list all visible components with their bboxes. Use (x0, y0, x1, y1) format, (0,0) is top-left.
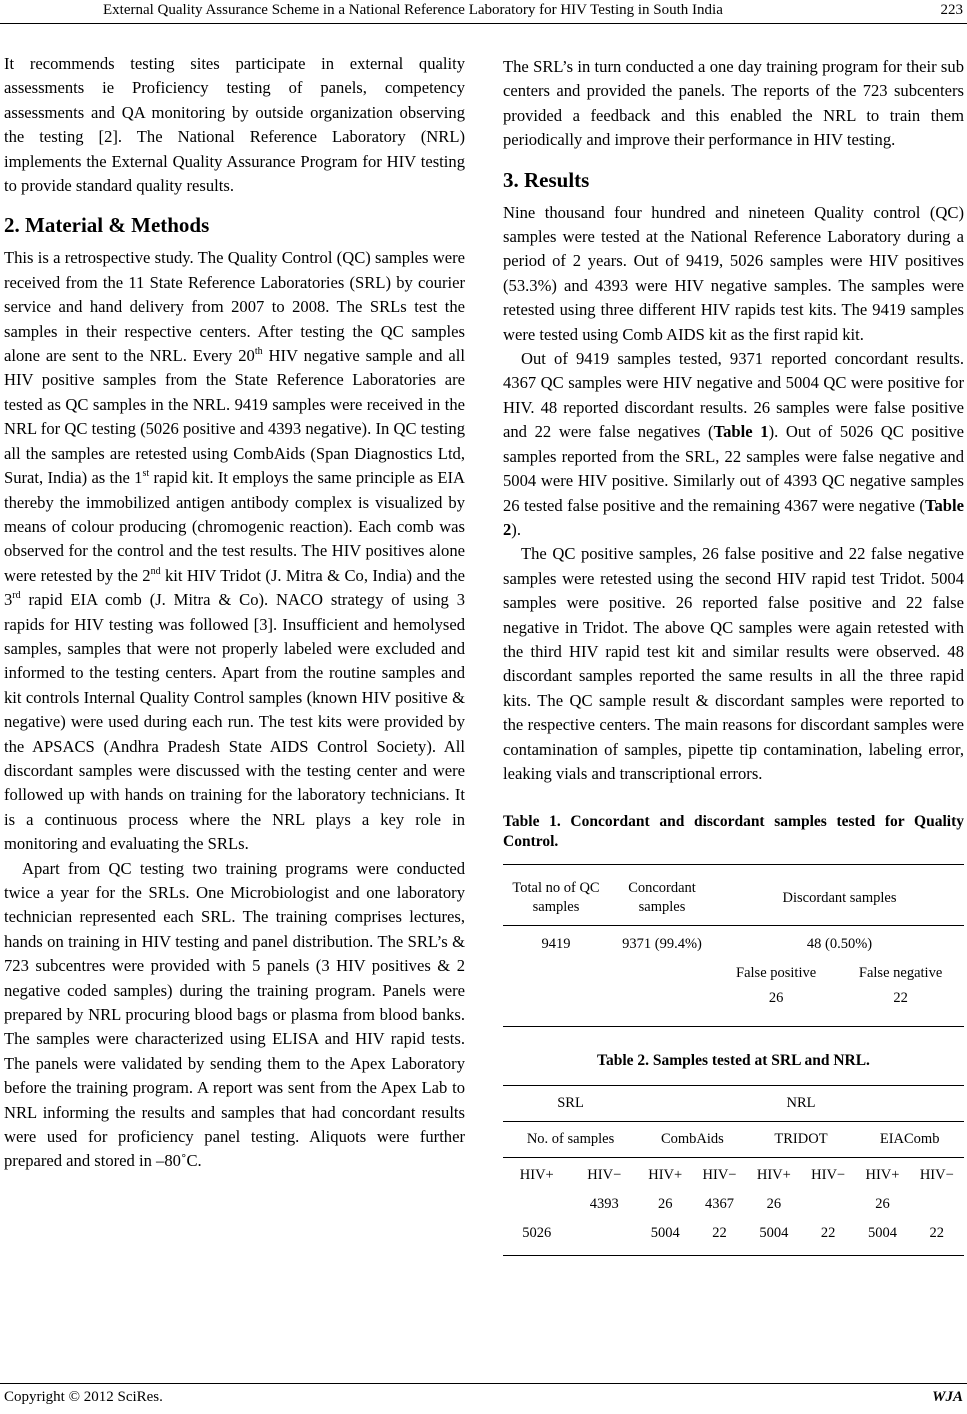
table2-cell: 4393 (589, 1196, 619, 1213)
table2-subheader: CombAids (638, 1122, 747, 1158)
table1-header-concordant: Concordant samples (628, 880, 696, 916)
table2-cell: 22 (712, 1225, 727, 1242)
table2-header-srl: SRL (503, 1086, 638, 1122)
table1-cell-false-positive: 26 (768, 990, 784, 1007)
table2-cell (910, 1190, 964, 1219)
table2-cell: 22 (929, 1225, 945, 1242)
table1-cell-discordant: 48 (0.50%) (806, 936, 873, 953)
results-paragraph-2: Out of 9419 samples tested, 9371 reported concordant results. 4367 QC samples were HIV negative and 5004 QC were positive for HIV. 48 reported discordant results. 26 samples were false positive and 22 were false negatives (Table 1). Out of 5026 QC positive samples reported from the SRL, 22 samples were false negative and 5004 were HIV positive. Similarly out of 4393 QC negative samples 26 tested false positive and the remaining 4367 were negative (Table 2). (503, 349, 964, 539)
right-column (503, 55, 964, 1256)
table2-header-nrl: NRL (638, 1086, 964, 1122)
table1 (503, 864, 964, 1027)
table2-cell: 5026 (522, 1225, 552, 1242)
table1-label-false-negative: False negative (858, 965, 943, 982)
table1-cell-total: 9419 (541, 936, 571, 953)
table2-cell: 5004 (867, 1225, 897, 1242)
page-header (0, 0, 967, 28)
table2-sign: HIV− (811, 1167, 846, 1184)
left-column (4, 52, 465, 1174)
table2-sign: HIV+ (865, 1167, 900, 1184)
table2-cell: 4367 (705, 1196, 735, 1213)
table2-cell: 22 (820, 1225, 836, 1242)
table2-sign: HIV− (919, 1167, 954, 1184)
table2-cell: 26 (875, 1196, 890, 1213)
table1-cell-false-negative: 22 (893, 990, 908, 1007)
table2-cell (801, 1190, 855, 1219)
table1-label-false-positive: False positive (736, 965, 817, 982)
page-number: 223 (940, 2, 963, 18)
table2-sign: HIV+ (756, 1167, 791, 1184)
table2-caption: Table 2. Samples tested at SRL and NRL. (597, 1052, 870, 1070)
page-footer (0, 1383, 967, 1405)
table2 (503, 1085, 964, 1256)
table1-header-discordant: Discordant samples (782, 889, 897, 906)
intro-paragraph: It recommends testing sites participate in external quality assessments ie Proficiency testing of panels, competency assessments and QA monitoring by outside organization observing the testing [2]. The National Reference Laboratory (NRL) implements the External Quality Assurance Program for HIV testing to provide standard quality results. (4, 54, 465, 196)
table1-header-total: Total no of QC samples (512, 880, 600, 916)
table2-cell: 5004 (759, 1225, 789, 1242)
table1-caption: Table 1. Concordant and discordant samples tested for Quality Control. (503, 813, 964, 851)
copyright-notice: Copyright © 2012 SciRes. (4, 1389, 163, 1405)
table2-cell: 5004 (650, 1225, 680, 1242)
table2-subheader: TRIDOT (747, 1122, 856, 1158)
table2-cell (503, 1190, 571, 1219)
table2-subheader: No. of samples (503, 1122, 638, 1158)
results-heading: 3. Results (503, 167, 590, 192)
table2-sign: HIV+ (519, 1167, 554, 1184)
table2-subheader: EIAComb (855, 1122, 964, 1158)
table2-sign: HIV− (587, 1167, 622, 1184)
journal-abbreviation: WJA (932, 1389, 963, 1405)
methods-paragraph-2: Apart from QC testing two training programs were conducted twice a year for the SRLs. One Microbiologist and one laboratory technician represented each SRL. The training comprises lectures, hands on training in HIV testing and panel distribution. The SRL’s & 723 subcentres were provided with 5 panels (3 HIV positives & 2 negative coded samples) during the training program. Panels were prepared by NRL procuring blood bags or plasma from blood banks. The samples were characterized using ELISA and HIV rapid tests. The panels were validated by sending them to the Apex Laboratory before the training program. A report was sent from the Apex Lab to NRL informing the results and samples that had concordant results were used for proficiency panel testing. Aliquots were further prepared and stored in –80˚C. (4, 858, 465, 1171)
table2-sign: HIV+ (648, 1167, 683, 1184)
running-title: External Quality Assurance Scheme in a National Reference Laboratory for HIV Testing in South India (103, 2, 723, 18)
table1-cell-concordant: 9371 (99.4%) (622, 936, 702, 953)
table2-cell: 26 (766, 1196, 782, 1213)
methods-heading: 2. Material & Methods (4, 213, 210, 238)
header-rule (0, 23, 967, 24)
results-paragraph-3: The QC positive samples, 26 false positive and 22 false negative samples were retested using the second HIV rapid test Tridot. 5004 samples were positive. 26 reported false positive and 22 false negative in Tridot. The above QC samples were again retested with the third HIV rapid test kit and similar results were observed. 48 discordant samples reported the same results in all the three rapid kits. The QC sample result & discordant samples were reported to the respective centers. The main reasons for discordant samples were contamination of samples, pipette tip contamination, labeling error, leaking vials and transcriptional errors. (503, 544, 964, 783)
results-paragraph-1: Nine thousand four hundred and nineteen Quality control (QC) samples were tested at the National Reference Laboratory during a period of 2 years. Out of 9419, 5026 samples were HIV positives (53.3%) and 4393 were HIV negative samples. The samples were retested using three different HIV rapids test kits. The 9419 samples were tested using Comb AIDS kit as the first rapid kit. (503, 202, 964, 344)
training-paragraph: The SRL’s in turn conducted a one day training program for their sub centers and provided the panels. The reports of the 723 subcenters provided a feedback and this enabled the NRL to train them periodically and improve their performance in HIV testing. (503, 57, 964, 150)
footer-rule (0, 1383, 967, 1384)
table2-sign: HIV− (702, 1167, 737, 1184)
table2-cell: 26 (657, 1196, 673, 1213)
table2-cell (571, 1219, 639, 1256)
methods-paragraph-1: This is a retrospective study. The Quality Control (QC) samples were received from the 11 State Reference Laboratories (SRL) by courier service and hand delivery from 2007 to 2008. The SRLs test the samples in their respective centers. After testing the QC samples alone are sent to the NRL. Every 20th HIV negative sample and all HIV positive samples from the State Reference Laboratories are tested as QC samples in the NRL. 9419 samples were received in the NRL for QC testing (5026 positive and 4393 negative). In QC testing all the samples are retested using CombAids (Span Diagnostics Ltd, Surat, India) as the 1st rapid kit. It employs the same principle as EIA thereby the immobilized antigen antibody complex is visualized by means of colour producing (chromogenic reaction). Each comb was observed for the control and the test results. The HIV positives alone were retested by the 2nd kit HIV Tridot (J. Mitra & Co, India) and the 3rd rapid EIA comb (J. Mitra & Co). NACO strategy of using 3 rapids for HIV testing was followed [3]. Insufficient and hemolysed samples, samples that were not properly labeled were excluded and informed to the testing centers. Apart from the routine samples and kit controls Internal Quality Control samples (known HIV positive & negative) were used during each run. The test kits were provided by the APSACS (Andhra Pradesh State AIDS Control Society). All discordant samples were discussed with the testing center and were followed up with hands on training for the laboratory technicians. It is a continuous process where the NRL plays a key role in monitoring and evaluating the SRLs. (4, 248, 466, 854)
